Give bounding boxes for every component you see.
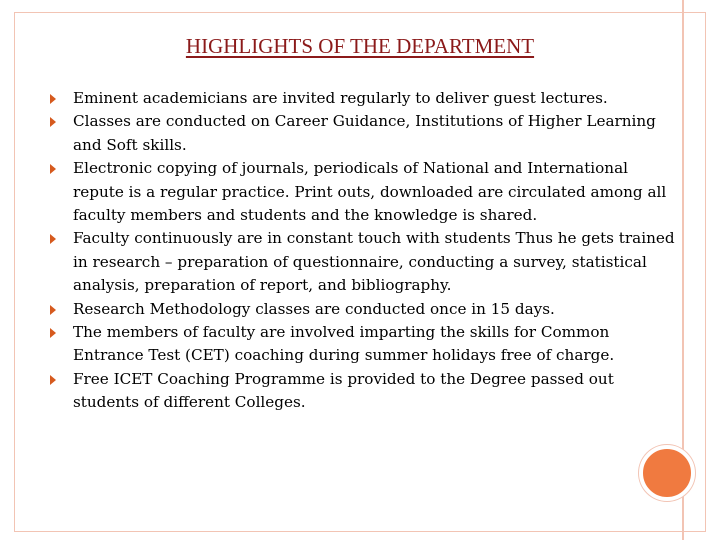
triangle-bullet-icon bbox=[50, 117, 56, 127]
list-item-text: Eminent academicians are invited regularly to deliver guest lectures. bbox=[73, 89, 608, 107]
list-item-text: Electronic copying of journals, periodicals of National and International repute is a regular practice. Print outs, downloaded are circulated among all faculty members and students and the knowledge is shared. bbox=[73, 159, 667, 225]
triangle-bullet-icon bbox=[50, 305, 56, 315]
list-item-text: Research Methodology classes are conducted once in 15 days. bbox=[73, 299, 555, 318]
slide-title: HIGHLIGHTS OF THE DEPARTMENT bbox=[185, 34, 535, 58]
list-item bbox=[50, 157, 680, 227]
list-item bbox=[50, 227, 680, 297]
decorative-circle bbox=[639, 445, 695, 501]
highlights-list bbox=[50, 87, 680, 415]
list-item-text: Faculty continuously are in constant touch with students Thus he gets trained in research – preparation of questionnaire, conducting a survey, statistical analysis, preparation of report, and bibliography. bbox=[73, 229, 675, 295]
list-item bbox=[50, 298, 680, 321]
list-item-text: The members of faculty are involved imparting the skills for Common Entrance Test (CET) coaching during summer holidays free of charge. bbox=[73, 323, 615, 365]
list-item bbox=[50, 87, 680, 110]
list-item bbox=[50, 110, 680, 157]
triangle-bullet-icon bbox=[50, 234, 56, 244]
list-item-text: Classes are conducted on Career Guidance, Institutions of Higher Learning and Soft skills. bbox=[73, 112, 656, 154]
triangle-bullet-icon bbox=[50, 375, 56, 385]
list-item bbox=[50, 368, 680, 415]
triangle-bullet-icon bbox=[50, 94, 56, 104]
triangle-bullet-icon bbox=[50, 328, 56, 338]
list-item-text: Free ICET Coaching Programme is provided to the Degree passed out students of different Colleges. bbox=[73, 369, 614, 412]
triangle-bullet-icon bbox=[50, 164, 56, 174]
list-item bbox=[50, 321, 680, 368]
